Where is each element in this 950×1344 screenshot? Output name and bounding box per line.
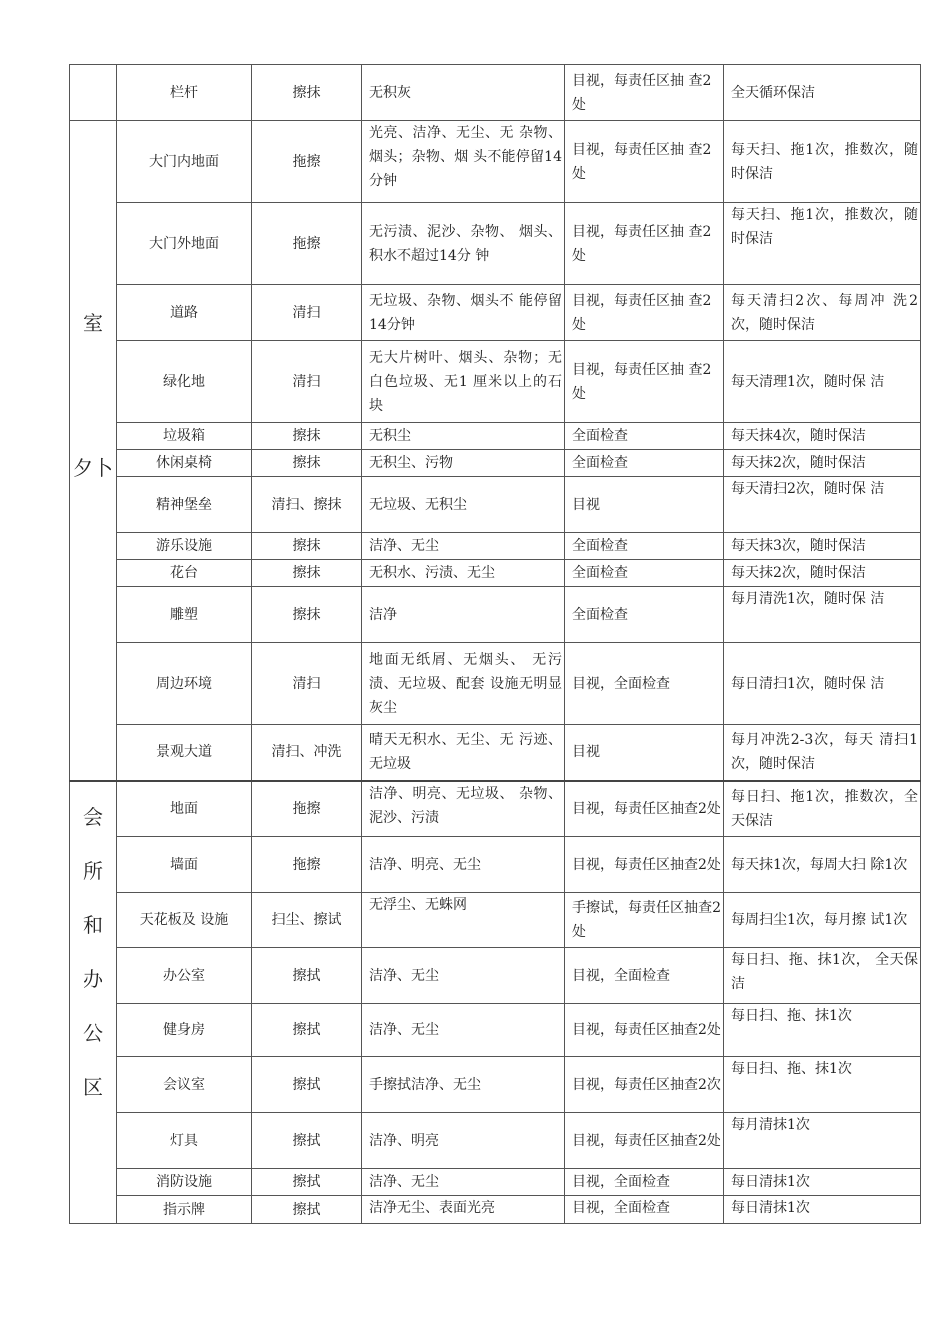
check-cell: 目视，每责任区抽查2处 [565,1113,724,1169]
method-cell: 擦拭 [252,1113,362,1169]
frequency-cell: 每天抹2次，随时保洁 [724,450,921,477]
check-cell: 目视 [565,477,724,533]
item-cell: 花台 [117,560,252,587]
method-cell: 擦抹 [252,450,362,477]
frequency-cell: 每日扫、拖、抹1次 [724,1004,921,1057]
frequency-cell: 每天清扫2次，随时保 洁 [724,477,921,533]
standard-cell: 洁净、无尘 [362,948,565,1004]
item-cell: 游乐设施 [117,533,252,560]
method-cell: 拖擦 [252,781,362,837]
frequency-cell: 每天清扫2次、每周冲 洗2次，随时保洁 [724,285,921,341]
check-cell: 目视，全面检查 [565,1196,724,1224]
table-row [70,1196,921,1224]
item-cell: 休闲桌椅 [117,450,252,477]
check-cell: 目视 [565,725,724,781]
item-cell: 消防设施 [117,1169,252,1196]
table-row [70,781,921,837]
table-row [70,643,921,725]
item-cell: 地面 [117,781,252,837]
table-row [70,285,921,341]
table-row [70,1057,921,1113]
table-body [70,65,921,1224]
check-cell: 目视，全面检查 [565,643,724,725]
method-cell: 清扫 [252,341,362,423]
standard-cell: 无积灰 [362,65,565,121]
table-row [70,948,921,1004]
table-row [70,65,921,121]
check-cell: 目视，每责任区抽 查2处 [565,341,724,423]
check-cell: 全面检查 [565,533,724,560]
method-cell: 扫尘、擦试 [252,893,362,948]
item-cell: 大门外地面 [117,203,252,285]
area-label-outdoor-top: 室 [83,310,103,335]
method-cell: 擦抹 [252,533,362,560]
table-row [70,450,921,477]
item-cell: 周边环境 [117,643,252,725]
method-cell: 拖擦 [252,837,362,893]
standard-cell: 无积尘 [362,423,565,450]
frequency-cell: 每日扫、拖、抹1次， 全天保洁 [724,948,921,1004]
table-row [70,587,921,643]
check-cell: 目视，每责任区抽 查2处 [565,285,724,341]
check-cell: 全面检查 [565,450,724,477]
frequency-cell: 每月冲洗2-3次，每天 清扫1次，随时保洁 [724,725,921,781]
item-cell: 墙面 [117,837,252,893]
standard-cell: 洁净无尘、表面光亮 [362,1196,565,1224]
item-cell: 健身房 [117,1004,252,1057]
standard-cell: 地面无纸屑、无烟头、 无污渍、无垃圾、配套 设施无明显灰尘 [362,643,565,725]
table-row [70,477,921,533]
method-cell: 擦拭 [252,1057,362,1113]
method-cell: 拖擦 [252,203,362,285]
standard-cell: 洁净、无尘 [362,1169,565,1196]
standard-cell: 洁净、明亮、无垃圾、 杂物、泥沙、污渍 [362,781,565,837]
standard-cell: 晴天无积水、无尘、无 污迹、无垃圾 [362,725,565,781]
table-row [70,893,921,948]
frequency-cell: 每天扫、拖1次，推数次，随时保洁 [724,203,921,285]
frequency-cell: 每天抹3次，随时保洁 [724,533,921,560]
standard-cell: 光亮、洁净、无尘、无 杂物、烟头；杂物、烟 头不能停留14分钟 [362,121,565,203]
frequency-cell: 每日清抹1次 [724,1196,921,1224]
check-cell: 手擦试，每责任区抽查2处 [565,893,724,948]
standard-cell: 无积尘、污物 [362,450,565,477]
item-cell: 天花板及 设施 [117,893,252,948]
standard-cell: 无垃圾、无积尘 [362,477,565,533]
table-row [70,1169,921,1196]
method-cell: 擦拭 [252,1169,362,1196]
standard-cell: 洁净、明亮、无尘 [362,837,565,893]
frequency-cell: 每天抹1次，每周大扫 除1次 [724,837,921,893]
standard-cell: 洁净、无尘 [362,1004,565,1057]
table-row [70,203,921,285]
method-cell: 擦抹 [252,560,362,587]
frequency-cell: 每日清抹1次 [724,1169,921,1196]
standard-cell: 无污渍、泥沙、杂物、 烟头、积水不超过14分 钟 [362,203,565,285]
item-cell: 灯具 [117,1113,252,1169]
check-cell: 目视，每责任区抽查2处 [565,781,724,837]
frequency-cell: 每天抹2次，随时保洁 [724,560,921,587]
method-cell: 擦拭 [252,1004,362,1057]
table-row [70,725,921,781]
area-cell-clubhouse [70,781,117,1224]
frequency-cell: 每周扫尘1次，每月擦 试1次 [724,893,921,948]
check-cell: 目视，每责任区抽查2次 [565,1057,724,1113]
item-cell: 精神堡垒 [117,477,252,533]
frequency-cell: 每天清理1次，随时保 洁 [724,341,921,423]
frequency-cell: 每日扫、拖1次，推数次，全天保洁 [724,781,921,837]
method-cell: 擦拭 [252,948,362,1004]
method-cell: 清扫 [252,643,362,725]
check-cell: 全面检查 [565,423,724,450]
method-cell: 擦抹 [252,65,362,121]
table-row [70,1004,921,1057]
frequency-cell: 每月清洗1次，随时保 洁 [724,587,921,643]
cleaning-standards-table [69,64,921,1224]
item-cell: 道路 [117,285,252,341]
frequency-cell: 每日扫、拖、抹1次 [724,1057,921,1113]
frequency-cell: 全天循环保洁 [724,65,921,121]
item-cell: 垃圾箱 [117,423,252,450]
area-label-clubhouse: 会所和办公区 [83,804,103,1099]
frequency-cell: 每日清扫1次，随时保 洁 [724,643,921,725]
table-row [70,341,921,423]
method-cell: 擦抹 [252,423,362,450]
area-cell-outdoor [70,121,117,781]
item-cell: 指示牌 [117,1196,252,1224]
frequency-cell: 每天扫、拖1次，推数次，随时保洁 [724,121,921,203]
standard-cell: 无积水、污渍、无尘 [362,560,565,587]
standard-cell: 洁净、明亮 [362,1113,565,1169]
item-cell: 会议室 [117,1057,252,1113]
table-row [70,121,921,203]
standard-cell: 洁净 [362,587,565,643]
table-row [70,533,921,560]
area-label-outdoor-bottom: 夕卜 [73,455,113,480]
frequency-cell: 每天抹4次，随时保洁 [724,423,921,450]
check-cell: 目视，每责任区抽查2处 [565,1004,724,1057]
item-cell: 栏杆 [117,65,252,121]
table-row [70,423,921,450]
standard-cell: 洁净、无尘 [362,533,565,560]
standard-cell: 无垃圾、杂物、烟头不 能停留14分钟 [362,285,565,341]
standard-cell: 无大片树叶、烟头、杂物；无白色垃圾、无1 厘米以上的石块 [362,341,565,423]
item-cell: 绿化地 [117,341,252,423]
method-cell: 清扫 [252,285,362,341]
item-cell: 雕塑 [117,587,252,643]
check-cell: 目视，每责任区抽查2处 [565,837,724,893]
method-cell: 清扫、擦抹 [252,477,362,533]
check-cell: 目视，全面检查 [565,948,724,1004]
item-cell: 景观大道 [117,725,252,781]
check-cell: 目视，全面检查 [565,1169,724,1196]
check-cell: 目视，每责任区抽 查2处 [565,203,724,285]
method-cell: 擦拭 [252,1196,362,1224]
item-cell: 办公室 [117,948,252,1004]
item-cell: 大门内地面 [117,121,252,203]
table-row [70,837,921,893]
table-row [70,560,921,587]
table-row [70,1113,921,1169]
check-cell: 目视，每责任区抽 查2处 [565,65,724,121]
method-cell: 擦抹 [252,587,362,643]
check-cell: 全面检查 [565,560,724,587]
area-cell-blank [70,65,117,121]
standard-cell: 手擦拭洁净、无尘 [362,1057,565,1113]
check-cell: 全面检查 [565,587,724,643]
method-cell: 拖擦 [252,121,362,203]
method-cell: 清扫、冲洗 [252,725,362,781]
check-cell: 目视，每责任区抽 查2处 [565,121,724,203]
frequency-cell: 每月清抹1次 [724,1113,921,1169]
standard-cell: 无浮尘、无蛛网 [362,893,565,948]
